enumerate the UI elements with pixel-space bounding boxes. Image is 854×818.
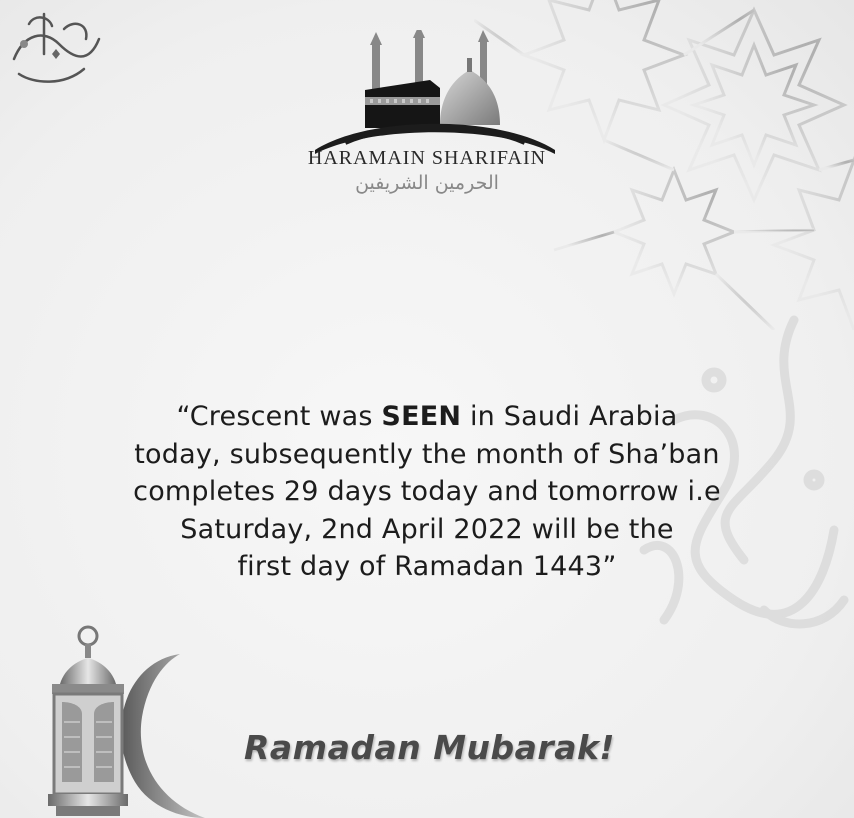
calligraphy-ornament-icon — [4, 4, 104, 94]
announcement-line-1: “Crescent was SEEN in Saudi Arabia — [176, 401, 678, 432]
haramain-logo-icon — [310, 30, 560, 155]
announcement-line-5: first day of Ramadan 1443” — [237, 551, 617, 582]
announcement-line-3: completes 29 days today and tomorrow i.e — [133, 476, 721, 507]
announcement-line-4: Saturday, 2nd April 2022 will be the — [180, 513, 674, 545]
lantern-crescent-icon — [30, 622, 240, 818]
ramadan-greeting: Ramadan Mubarak! — [244, 728, 615, 767]
logo-arabic-name: الحرمين الشريفين — [355, 172, 499, 194]
announcement-text — [40, 398, 814, 586]
seen-emphasis: SEEN — [381, 401, 462, 432]
announcement-line-2: today, subsequently the month of Sha’ban — [134, 438, 720, 470]
logo-name: HARAMAIN SHARIFAIN — [307, 147, 547, 169]
